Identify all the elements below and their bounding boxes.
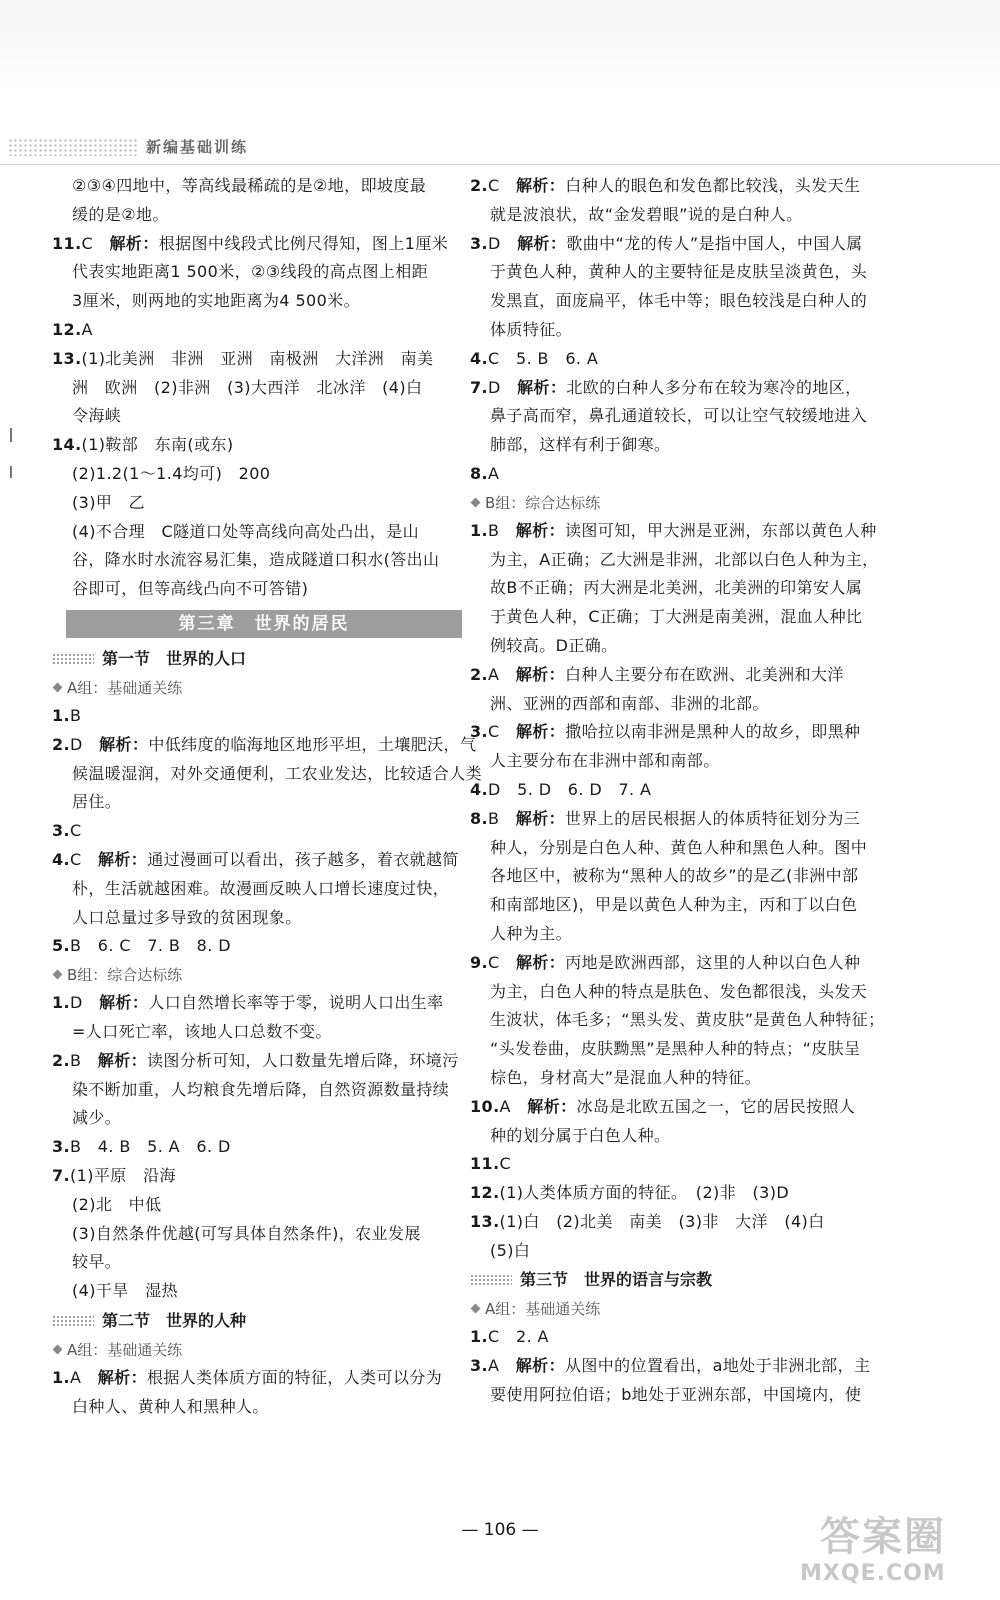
analysis-label: 解析： <box>515 520 565 540</box>
answer-number: 7. <box>52 1165 71 1185</box>
answer-number: 3. <box>52 1137 71 1157</box>
left-column <box>52 172 483 1421</box>
answer-continuation: 棕色，身材高大”是混血人种的特征。 <box>490 1067 762 1087</box>
header-dot-pattern <box>8 138 138 156</box>
answer-text: B 4. B 5. A 6. D <box>70 1137 231 1157</box>
answer-item <box>52 1162 462 1191</box>
analysis-label: 解析： <box>97 1050 147 1070</box>
answer-number: 11. <box>52 233 82 253</box>
answer-item <box>52 316 462 345</box>
answer-continuation: 3厘米，则两地的实地距离为4 500米。 <box>72 291 360 311</box>
answer-continuation: (3)甲 乙 <box>72 492 146 512</box>
answer-number: 4. <box>52 849 71 869</box>
answer-continuation: 染不断加重，人均粮食先增后降，自然资源数量持续 <box>72 1079 450 1099</box>
answer-number: 1. <box>470 520 489 540</box>
answer-continuation: 各地区中，被称为“黑种人的故乡”的是乙(非洲中部 <box>490 866 859 886</box>
answer-item <box>470 805 888 834</box>
answer-text: D 解析：中低纬度的临海地区地形平坦，土壤肥沃，气 <box>70 734 477 754</box>
analysis-label: 解析： <box>527 1096 577 1116</box>
header-title: 新编基础训练 <box>146 138 249 156</box>
answer-item <box>52 1364 462 1393</box>
answer-text: C 解析：通过漫画可以看出，孩子越多，着衣就越简 <box>70 849 459 869</box>
answer-item <box>52 846 462 875</box>
chapter-banner: 第三章 世界的居民 <box>66 610 462 638</box>
answer-number: 2. <box>52 734 71 754</box>
answer-number: 1. <box>52 705 71 725</box>
answer-item <box>470 1323 888 1352</box>
answer-number: 13. <box>470 1211 500 1231</box>
answer-continuation: 就是波浪状，故“金发碧眼”说的是白种人。 <box>490 204 803 224</box>
analysis-label: 解析： <box>99 734 149 754</box>
answer-item <box>470 1208 888 1237</box>
answer-text: D 解析：歌曲中“龙的传人”是指中国人，中国人属 <box>488 233 863 253</box>
group-heading-text: A组：基础通关练 <box>67 1340 183 1359</box>
group-heading-text: B组：综合达标练 <box>67 966 183 985</box>
answer-text: A 解析：冰岛是北欧五国之一，它的居民按照人 <box>499 1096 856 1116</box>
diamond-icon <box>53 683 63 693</box>
answer-continuation: 谷即可，但等高线凸向不可答错) <box>72 579 309 599</box>
answer-continuation: 缓的是②地。 <box>72 204 169 224</box>
answer-item <box>470 374 888 403</box>
answer-item <box>470 661 888 690</box>
answer-continuation: 种的划分属于白色人种。 <box>490 1125 671 1145</box>
answer-text: B 解析：读图可知，甲大洲是亚洲，东部以黄色人种 <box>488 520 877 540</box>
watermark-logo <box>790 1505 980 1595</box>
answer-number: 8. <box>470 808 489 828</box>
answer-text: A 解析：从图中的位置看出，a地处于非洲北部，主 <box>488 1356 871 1376</box>
answer-continuation: 减少。 <box>72 1108 122 1128</box>
answer-continuation: 朴，生活就越困难。故漫画反映人口增长速度过快， <box>72 878 450 898</box>
answer-item <box>52 731 477 760</box>
answer-item <box>52 702 462 731</box>
answer-number: 2. <box>470 176 489 195</box>
margin-mark <box>10 466 12 478</box>
answer-continuation: (3)自然条件优越(可写具体自然条件)，农业发展 <box>72 1223 421 1243</box>
answer-number: 2. <box>470 664 489 684</box>
page-top-shading <box>0 0 1000 110</box>
answer-text: (1)白 (2)北美 南美 (3)非 大洋 (4)白 <box>499 1211 825 1231</box>
answer-item <box>52 230 462 259</box>
margin-mark <box>10 428 12 442</box>
answer-text: B <box>70 705 82 725</box>
right-column <box>470 172 888 1410</box>
answer-continuation: 为主，白色人种的特点是肤色、发色都很浅，头发天 <box>490 981 868 1001</box>
answer-text: (1)人类体质方面的特征。 (2)非 (3)D <box>499 1183 790 1203</box>
answer-text: (1)平原 沿海 <box>70 1165 176 1185</box>
answer-continuation: 洲、亚洲的西部和南部、非洲的北部。 <box>490 693 769 713</box>
group-heading <box>52 961 462 989</box>
answer-continuation: 种人，分别是白色人种、黄色人种和黑色人种。图中 <box>490 837 868 857</box>
answer-continuation: 生波状，体毛多；“黑头发、黄皮肤”是黄色人种特征； <box>490 1010 885 1030</box>
answer-text: B 6. C 7. B 8. D <box>70 936 231 956</box>
group-heading <box>52 674 462 702</box>
answer-continuation: 发黑直，面庞扁平，体毛中等；眼色较浅是白种人的 <box>490 291 868 311</box>
answer-number: 3. <box>470 722 489 742</box>
answer-number: 8. <box>470 463 489 483</box>
group-heading <box>470 489 888 517</box>
analysis-label: 解析： <box>97 1367 147 1387</box>
analysis-label: 解析： <box>515 808 565 828</box>
answer-text: D 解析：北欧的白种人多分布在较为寒冷的地区， <box>488 377 862 397</box>
answer-item <box>52 1047 462 1076</box>
analysis-label: 解析： <box>517 377 567 397</box>
answer-text: A <box>488 463 500 483</box>
answer-text: A 解析：白种人主要分布在欧洲、北美洲和大洋 <box>488 664 844 684</box>
answer-continuation: 谷，降水时水流容易汇集，造成隧道口积水(答出山 <box>72 550 440 570</box>
answer-continuation: 体质特征。 <box>490 319 573 339</box>
answer-number: 13. <box>52 348 82 368</box>
group-heading-text: A组：基础通关练 <box>67 678 183 697</box>
answer-item <box>52 932 462 961</box>
answer-continuation: 人种为主。 <box>490 923 573 943</box>
answer-item <box>52 345 462 374</box>
analysis-label: 解析： <box>515 1356 565 1376</box>
answer-text: C 解析：丙地是欧洲西部，这里的人种以白色人种 <box>488 952 861 972</box>
group-heading-text: A组：基础通关练 <box>485 1300 601 1319</box>
answer-continuation: 为主，A正确；乙大洲是非洲，北部以白色人种为主， <box>490 549 879 569</box>
analysis-label: 解析： <box>98 849 148 869</box>
answer-continuation: 人口总量过多导致的贫困现象。 <box>72 907 302 927</box>
answer-continuation: 代表实地距离1 500米，②③线段的高点图上相距 <box>72 262 429 282</box>
answer-continuation: 洲 欧洲 (2)非洲 (3)大西洋 北冰洋 (4)白 <box>72 377 423 397</box>
group-heading <box>52 1336 462 1364</box>
answer-number: 3. <box>470 1356 489 1376</box>
answer-number: 1. <box>52 993 71 1013</box>
page-header <box>0 128 1000 164</box>
header-rule <box>0 164 1000 165</box>
answer-text: C 5. B 6. A <box>488 348 599 368</box>
answer-text: B 解析：读图分析可知，人口数量先增后降，环境污 <box>70 1050 459 1070</box>
group-heading <box>470 1295 888 1323</box>
answer-continuation: (4)干旱 湿热 <box>72 1281 178 1301</box>
answer-text: C 2. A <box>488 1327 549 1347</box>
diamond-icon <box>53 1344 63 1354</box>
answer-item <box>470 1150 888 1179</box>
answer-text: (1)鞍部 东南(或东) <box>81 435 234 455</box>
answer-continuation: 鼻子高而窄，鼻孔通道较长，可以让空气较缓地进入 <box>490 406 868 426</box>
answer-number: 1. <box>52 1367 71 1387</box>
section-heading-text: 第三节 世界的语言与宗教 <box>520 1270 713 1290</box>
answer-item <box>470 230 888 259</box>
answer-number: 9. <box>470 952 489 972</box>
answer-continuation: (4)不合理 C隧道口处等高线向高处凸出，是山 <box>72 521 420 541</box>
analysis-label: 解析： <box>516 722 566 742</box>
analysis-label: 解析： <box>109 233 159 253</box>
answer-continuation: 较早。 <box>72 1252 122 1272</box>
answer-item <box>470 345 888 374</box>
answer-continuation: (5)白 <box>490 1240 531 1260</box>
answer-text: D 5. D 6. D 7. A <box>488 779 652 799</box>
answer-continuation: “头发卷曲，皮肤黝黑”是黑种人种的特点；“皮肤呈 <box>490 1039 861 1059</box>
answer-item <box>52 431 462 460</box>
section-heading <box>52 1306 462 1336</box>
answer-item <box>470 172 888 201</box>
answer-number: 4. <box>470 348 489 368</box>
answer-item <box>470 460 888 489</box>
answer-text: (1)北美洲 非洲 亚洲 南极洲 大洋洲 南美 <box>81 348 434 368</box>
answer-number: 11. <box>470 1154 500 1174</box>
answer-continuation: 于黄色人种，黄种人的主要特征是皮肤呈淡黄色，头 <box>490 262 868 282</box>
section-heading <box>52 644 462 674</box>
answer-continuation: 故B不正确；丙大洲是北美洲，北美洲的印第安人属 <box>490 578 863 598</box>
answer-continuation: 于黄色人种，C正确；丁大洲是南美洲，混血人种比 <box>490 607 863 627</box>
answer-text: C 解析：撒哈拉以南非洲是黑种人的故乡，即黑种 <box>488 722 861 742</box>
answer-text: D 解析：人口自然增长率等于零，说明人口出生率 <box>70 993 444 1013</box>
answer-text: C 解析：根据图中线段式比例尺得知，图上1厘米 <box>81 233 449 253</box>
analysis-label: 解析： <box>516 176 566 195</box>
answer-continuation: (2)1.2(1～1.4均可) 200 <box>72 463 271 483</box>
answer-number: 3. <box>470 233 489 253</box>
answer-item <box>470 1179 888 1208</box>
answer-continuation: 居住。 <box>72 792 122 812</box>
answer-continuation: 例较高。D正确。 <box>490 635 618 655</box>
analysis-label: 解析： <box>515 664 565 684</box>
answer-text: C <box>70 821 82 841</box>
answer-continuation: 白种人、黄种人和黑种人。 <box>72 1396 269 1416</box>
answer-item <box>470 949 888 978</box>
page-number: — 106 — <box>461 1520 539 1540</box>
answer-item <box>52 817 462 846</box>
answer-continuation: ②③④四地中，等高线最稀疏的是②地，即坡度最 <box>72 176 427 195</box>
answer-continuation: 肺部，这样有利于御寒。 <box>490 435 671 455</box>
answer-number: 10. <box>470 1096 500 1116</box>
answer-number: 2. <box>52 1050 71 1070</box>
answer-number: 12. <box>470 1183 500 1203</box>
answer-continuation: =人口死亡率，该地人口总数不变。 <box>72 1021 332 1041</box>
answer-item <box>470 1093 888 1122</box>
answer-text: A <box>81 319 93 339</box>
answer-item <box>470 1352 888 1381</box>
analysis-label: 解析： <box>516 952 566 972</box>
answer-item <box>52 1133 462 1162</box>
diamond-icon <box>471 1304 481 1314</box>
section-dot-icon <box>470 1274 512 1286</box>
section-dot-icon <box>52 653 94 665</box>
answer-item <box>52 989 462 1018</box>
section-dot-icon <box>52 1315 94 1327</box>
answer-text: B 解析：世界上的居民根据人的体质特征划分为三 <box>488 808 861 828</box>
analysis-label: 解析： <box>99 993 149 1013</box>
group-heading-text: B组：综合达标练 <box>485 493 601 512</box>
answer-number: 7. <box>470 377 489 397</box>
answer-item <box>470 776 888 805</box>
answer-item <box>470 517 888 546</box>
answer-continuation: 候温暖湿润，对外交通便利，工农业发达，比较适合人类 <box>72 763 483 783</box>
answer-continuation: (2)北 中低 <box>72 1194 162 1214</box>
answer-continuation: 人主要分布在非洲中部和南部。 <box>490 751 720 771</box>
answer-number: 3. <box>52 821 71 841</box>
watermark-main-text: 答案圈 <box>820 1514 946 1560</box>
diamond-icon <box>471 497 481 507</box>
answer-text: A 解析：根据人类体质方面的特征，人类可以分为 <box>70 1367 443 1387</box>
answer-number: 4. <box>470 779 489 799</box>
answer-text: C <box>499 1154 512 1174</box>
answer-number: 5. <box>52 936 71 956</box>
watermark-sub-text: MXQE.COM <box>800 1561 946 1586</box>
answer-continuation: 要使用阿拉伯语；b地处于亚洲东部，中国境内，使 <box>490 1385 862 1405</box>
answer-text: C 解析：白种人的眼色和发色都比较浅，头发天生 <box>488 176 861 195</box>
answer-continuation: 和南部地区)，甲是以黄色人种为主，丙和丁以白色 <box>490 895 858 915</box>
section-heading-text: 第一节 世界的人口 <box>102 648 247 668</box>
answer-item <box>470 718 888 747</box>
answer-number: 12. <box>52 319 82 339</box>
answer-number: 14. <box>52 435 82 455</box>
analysis-label: 解析： <box>517 233 567 253</box>
section-heading-text: 第二节 世界的人种 <box>102 1310 247 1330</box>
section-heading <box>470 1265 888 1295</box>
answer-number: 1. <box>470 1327 489 1347</box>
answer-continuation: 令海峡 <box>72 406 122 426</box>
diamond-icon <box>53 970 63 980</box>
